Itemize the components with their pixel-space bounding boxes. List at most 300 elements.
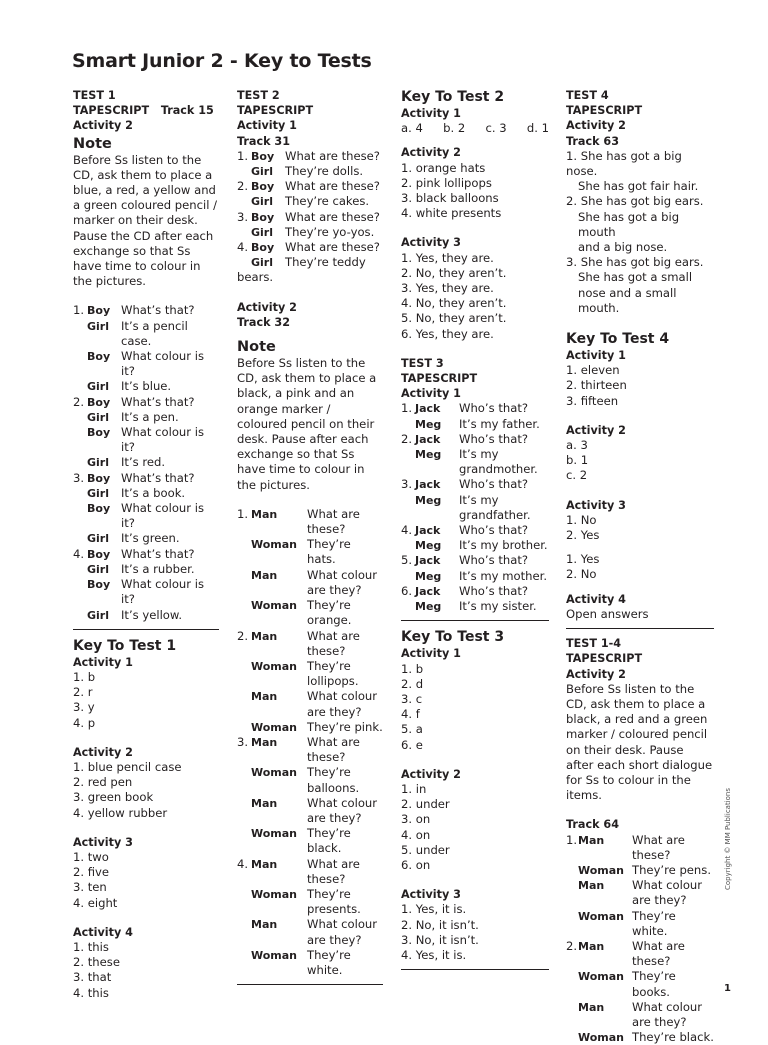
list-item: 1. b: [73, 669, 96, 684]
tapescript-heading: TAPESCRIPT: [566, 104, 643, 118]
dialogue-continuation: bears.: [237, 270, 274, 285]
speaker-label: Boy: [251, 210, 275, 224]
dialogue-line: They’re yo-yos.: [285, 224, 375, 239]
dialogue-number: [237, 568, 251, 598]
speaker-label: Boy: [87, 502, 111, 516]
dialogue-line: What are these?: [307, 734, 360, 765]
list-item: 2. r: [73, 685, 93, 700]
list-item: 4. Yes, it is.: [401, 947, 467, 962]
list-item: 3. green book: [73, 790, 154, 805]
track-heading: Track 64: [566, 818, 620, 832]
speaker-label: Girl: [251, 256, 273, 270]
activity-heading: Activity 1: [566, 349, 626, 363]
dialogue-number: 3.: [237, 209, 249, 224]
dialogue-line: What are these?: [307, 856, 360, 886]
speaker-label: Jack: [415, 524, 441, 538]
speaker-label: Woman: [251, 720, 298, 734]
dialogue-line: What’s that?: [121, 546, 195, 561]
list-item: 3. c: [401, 691, 423, 706]
list-item: 1. b: [401, 661, 424, 676]
answer-item: c. 3: [485, 121, 507, 136]
dialogue-number: [73, 379, 87, 394]
dialogue-line: They’re teddy: [285, 255, 366, 270]
speaker-label: Boy: [87, 471, 111, 485]
divider: [401, 620, 549, 621]
speaker-label: Man: [578, 939, 605, 953]
answer-list: [401, 662, 549, 753]
divider: [401, 969, 549, 970]
dialogue-number: [73, 562, 87, 577]
dialogue-line: They’re balloons.: [307, 765, 360, 795]
note-heading: Note: [73, 135, 112, 152]
list-item: 4. yellow rubber: [73, 805, 168, 820]
dialogue-line: What colour are they?: [307, 917, 378, 947]
list-item: 6. on: [401, 857, 431, 872]
sentence-continuation: She has got fair hair.: [578, 179, 699, 194]
speaker-label: Woman: [251, 948, 298, 962]
dialogue-number: [566, 1030, 578, 1045]
dialogue-number: [401, 493, 415, 523]
dialogue-line: What colour are they?: [307, 567, 378, 597]
dialogue-number: 5.: [401, 553, 413, 568]
answer-item: a. 4: [401, 121, 423, 136]
list-item: a. 3: [566, 438, 588, 453]
answer-text: Open answers: [566, 606, 649, 621]
dialogue-number: [73, 425, 87, 455]
list-item: 1. in: [401, 781, 427, 796]
speaker-label: Meg: [415, 539, 442, 553]
activity-heading: Activity 2: [401, 146, 461, 160]
speaker-label: Woman: [251, 659, 298, 673]
speaker-label: Man: [251, 568, 278, 582]
list-item: 2. No, they aren’t.: [401, 265, 507, 280]
dialogue-number: 4.: [237, 240, 249, 255]
dialogue-line: They’re hats.: [307, 537, 351, 567]
list-item: 4. No, they aren’t.: [401, 296, 507, 311]
list-item: 1. this: [73, 939, 109, 954]
list-item: 2. No, it isn’t.: [401, 917, 479, 932]
activity-heading: Activity 1: [237, 119, 297, 133]
dialogue-test-3: [401, 401, 549, 614]
activity-heading: Activity 2: [237, 300, 297, 314]
dialogue-number: [73, 455, 87, 470]
speaker-label: Man: [578, 1000, 605, 1014]
activity-heading: Activity 4: [73, 925, 133, 939]
dialogue-number: [401, 569, 415, 584]
key-test-1-heading: Key To Test 1: [73, 637, 177, 654]
divider: [566, 628, 714, 629]
dialogue-number: 4.: [401, 523, 413, 538]
dialogue-test-2a: [237, 149, 383, 271]
activity-heading: Activity 3: [401, 236, 461, 250]
speaker-label: Man: [251, 918, 278, 932]
test-1-heading: TEST 1: [73, 89, 116, 102]
list-item: 2. red pen: [73, 775, 133, 790]
dialogue-line: They’re black.: [307, 826, 351, 856]
dialogue-number: [237, 796, 251, 826]
speaker-label: Girl: [87, 562, 109, 576]
speaker-label: Boy: [87, 578, 111, 592]
test-1-4-heading: TEST 1-4: [566, 637, 622, 651]
list-item: 3. ten: [73, 880, 107, 895]
speaker-label: Man: [251, 690, 278, 704]
list-item: 3. y: [73, 700, 95, 715]
dialogue-line: What’s that?: [121, 470, 195, 485]
speaker-label: Meg: [415, 417, 442, 431]
dialogue-line: What colour is it?: [121, 577, 204, 607]
tapescript-heading: TAPESCRIPT: [237, 104, 314, 118]
speaker-label: Jack: [415, 478, 441, 492]
dialogue-line: They’re pens.: [632, 862, 712, 877]
dialogue-number: [237, 887, 251, 917]
dialogue-number: [237, 225, 251, 240]
track-heading: Track 63: [566, 134, 620, 148]
speaker-label: Girl: [87, 410, 109, 424]
dialogue-number: [237, 598, 251, 628]
dialogue-line: They’re pink.: [307, 719, 383, 734]
dialogue-test-2b: [237, 507, 383, 978]
dialogue-line: It’s my grandmother.: [459, 447, 538, 477]
tapescript-heading: TAPESCRIPT: [566, 652, 643, 666]
dialogue-number: [237, 164, 251, 179]
list-item: 2. Yes: [566, 528, 600, 543]
dialogue-number: [237, 689, 251, 719]
speaker-label: Woman: [251, 827, 298, 841]
answer-list: [73, 850, 219, 911]
list-item: 3. No, it isn’t.: [401, 932, 479, 947]
answer-list: [73, 760, 219, 821]
tapescript-heading: TAPESCRIPT: [401, 372, 478, 386]
track-heading: Track 31: [237, 134, 291, 148]
sentence-list: [566, 149, 714, 316]
activity-heading: Activity 4: [566, 592, 626, 606]
dialogue-number: [73, 486, 87, 501]
list-item: 2. pink lollipops: [401, 175, 492, 190]
dialogue-number: [73, 531, 87, 546]
dialogue-line: What are these?: [285, 148, 380, 163]
speaker-label: Meg: [415, 569, 442, 583]
speaker-label: Man: [251, 735, 278, 749]
speaker-label: Jack: [415, 554, 441, 568]
speaker-label: Woman: [251, 538, 298, 552]
list-item: 1. blue pencil case: [73, 759, 182, 774]
answer-list: [566, 363, 714, 409]
dialogue-line: Who’s that?: [459, 523, 529, 538]
list-item: 3. that: [73, 970, 112, 985]
speaker-label: Man: [578, 833, 605, 847]
dialogue-number: [237, 255, 251, 270]
speaker-label: Jack: [415, 584, 441, 598]
sentence-continuation: She has got a big mouth: [578, 209, 680, 239]
dialogue-line: It’s a pen.: [121, 409, 179, 424]
test-4-heading: TEST 4: [566, 89, 609, 102]
activity-heading: Activity 1: [73, 655, 133, 669]
speaker-label: Girl: [87, 456, 109, 470]
speaker-label: Man: [578, 879, 605, 893]
activity-heading: Activity 1: [401, 107, 461, 120]
list-item: 2. these: [73, 955, 120, 970]
dialogue-number: [566, 909, 578, 939]
dialogue-line: They’re dolls.: [285, 164, 364, 179]
list-item: 2. No: [566, 567, 597, 582]
dialogue-number: [237, 826, 251, 856]
answer-list: [401, 161, 549, 222]
dialogue-number: 2.: [401, 431, 413, 446]
speaker-label: Man: [251, 629, 278, 643]
dialogue-number: [73, 319, 87, 349]
dialogue-line: It’s my brother.: [459, 538, 548, 553]
activity-heading: Activity 2: [73, 119, 133, 133]
dialogue-line: What colour are they?: [632, 878, 703, 908]
dialogue-number: [401, 447, 415, 477]
activity-heading: Activity 2: [566, 667, 626, 681]
sentence-continuation: nose and a small: [578, 285, 677, 300]
list-item: 1. Yes: [566, 552, 600, 567]
dialogue-line: It’s my mother.: [459, 568, 548, 583]
dialogue-test-1: [73, 303, 219, 622]
list-item: 1. Yes, it is.: [401, 902, 467, 917]
list-item: b. 1: [566, 453, 589, 468]
speaker-label: Woman: [251, 599, 298, 613]
speaker-label: Meg: [415, 493, 442, 507]
dialogue-number: [237, 720, 251, 735]
activity-heading: Activity 3: [401, 888, 461, 902]
dialogue-line: What colour is it?: [121, 349, 204, 379]
dialogue-number: 2.: [73, 394, 85, 409]
dialogue-line: What are these?: [285, 179, 380, 194]
list-item: c. 2: [566, 468, 588, 483]
dialogue-line: They’re white.: [307, 947, 351, 977]
column-1: [73, 88, 219, 1001]
dialogue-number: 2.: [237, 179, 249, 194]
answer-item: b. 2: [443, 121, 466, 136]
speaker-label: Boy: [87, 426, 111, 440]
speaker-label: Girl: [251, 225, 273, 239]
dialogue-number: [73, 501, 87, 531]
speaker-label: Boy: [251, 180, 275, 194]
dialogue-number: [401, 417, 415, 432]
dialogue-number: [566, 878, 578, 908]
page-number: 1: [724, 983, 731, 994]
dialogue-number: 4.: [237, 856, 249, 871]
sentence-item: 1. She has got a big nose.: [566, 148, 682, 179]
activity-heading: Activity 3: [73, 835, 133, 849]
dialogue-number: 3.: [401, 477, 413, 492]
activity-heading: Activity 1: [401, 387, 461, 401]
activity-heading: Activity 3: [566, 498, 626, 512]
speaker-label: Meg: [415, 448, 442, 462]
dialogue-number: 2.: [566, 938, 578, 953]
tapescript-heading: TAPESCRIPT Track 15: [73, 104, 214, 118]
dialogue-number: [73, 410, 87, 425]
list-item: 4. on: [401, 827, 431, 842]
list-item: 4. p: [73, 715, 96, 730]
dialogue-line: They’re orange.: [307, 598, 352, 628]
instruction-text: Before Ss listen to the CD, ask them to place a black, a red and a green marker / coloured pencil on their desk. Pause after each short dialogue for Ss to colour in the items.: [566, 681, 713, 803]
dialogue-line: What colour are they?: [307, 795, 378, 825]
speaker-label: Boy: [251, 241, 275, 255]
dialogue-line: They’re cakes.: [285, 194, 370, 209]
dialogue-line: Who’s that?: [459, 583, 529, 598]
speaker-label: Girl: [87, 380, 109, 394]
activity-heading: Activity 2: [401, 767, 461, 781]
list-item: 3. fifteen: [566, 393, 619, 408]
speaker-label: Woman: [251, 766, 298, 780]
list-item: 4. f: [401, 707, 420, 722]
answer-list: [73, 940, 219, 1001]
dialogue-number: [237, 659, 251, 689]
dialogue-line: It’s green.: [121, 531, 180, 546]
dialogue-number: [73, 349, 87, 379]
dialogue-number: [401, 599, 415, 614]
dialogue-number: 3.: [73, 470, 85, 485]
speaker-label: Girl: [251, 165, 273, 179]
column-2: [237, 88, 383, 992]
sentence-item: 3. She has got big ears.: [566, 255, 704, 270]
dialogue-number: [237, 194, 251, 209]
copyright-notice: Copyright © MM Publications: [724, 787, 732, 890]
speaker-label: Woman: [578, 863, 625, 877]
dialogue-number: 1.: [401, 401, 413, 416]
speaker-label: Girl: [251, 195, 273, 209]
dialogue-number: [566, 969, 578, 999]
dialogue-line: They’re black.: [632, 1030, 714, 1045]
list-item: 5. a: [401, 722, 423, 737]
list-item: 5. No, they aren’t.: [401, 311, 507, 326]
note-text: Before Ss listen to the CD, ask them to place a black, a pink and an orange marker / coloured pencil on their desk. Pause after each exchange so that Ss have time to colour in the pictures.: [237, 356, 377, 492]
dialogue-line: It’s a pencil case.: [121, 318, 188, 348]
list-item: 3. Yes, they are.: [401, 281, 494, 296]
speaker-label: Boy: [87, 547, 111, 561]
dialogue-number: 1.: [566, 832, 578, 847]
dialogue-line: What’s that?: [121, 303, 195, 318]
key-test-2-heading: Key To Test 2: [401, 89, 505, 105]
list-item: 3. on: [401, 812, 431, 827]
dialogue-number: 6.: [401, 583, 413, 598]
list-item: 4. eight: [73, 895, 118, 910]
dialogue-line: They’re books.: [632, 969, 676, 999]
list-item: 2. five: [73, 865, 110, 880]
speaker-label: Woman: [578, 970, 625, 984]
speaker-label: Man: [251, 796, 278, 810]
dialogue-number: [401, 538, 415, 553]
note-text: Before Ss listen to the CD, ask them to place a blue, a red, a yellow and a green coloured pencil / marker on their desk. Pause the CD after each exchange so that Ss have time to colour in the pictures.: [73, 152, 218, 289]
answer-list: [73, 670, 219, 731]
dialogue-line: What are these?: [632, 832, 685, 862]
list-item: 1. eleven: [566, 363, 620, 378]
dialogue-line: What are these?: [307, 628, 360, 658]
speaker-label: Woman: [578, 1031, 625, 1045]
dialogue-line: Who’s that?: [459, 477, 529, 492]
list-item: 2. thirteen: [566, 378, 627, 393]
speaker-label: Boy: [87, 350, 111, 364]
dialogue-line: What colour is it?: [121, 425, 204, 455]
dialogue-line: It’s a book.: [121, 485, 186, 500]
answer-list: [566, 513, 714, 543]
dialogue-line: They’re lollipops.: [307, 658, 359, 689]
dialogue-number: [73, 608, 87, 623]
dialogue-number: 3.: [237, 734, 249, 749]
dialogue-line: What’s that?: [121, 394, 195, 409]
speaker-label: Girl: [87, 319, 109, 333]
dialogue-line: What are these?: [285, 240, 380, 255]
speaker-label: Girl: [87, 486, 109, 500]
dialogue-number: [566, 863, 578, 878]
speaker-label: Jack: [415, 432, 441, 446]
sentence-continuation: She has got a small: [578, 270, 693, 285]
dialogue-number: [237, 765, 251, 795]
dialogue-line: What are these?: [285, 209, 380, 224]
answer-list: [566, 552, 714, 582]
dialogue-line: Who’s that?: [459, 401, 529, 416]
dialogue-number: 2.: [237, 628, 249, 643]
dialogue-line: Who’s that?: [459, 553, 529, 568]
dialogue-line: It’s my sister.: [459, 599, 537, 614]
dialogue-number: 1.: [237, 148, 249, 163]
speaker-label: Woman: [578, 909, 625, 923]
activity-heading: Activity 1: [401, 647, 461, 661]
list-item: 4. this: [73, 985, 109, 1000]
speaker-label: Jack: [415, 402, 441, 416]
answer-list: [566, 438, 714, 484]
dialogue-line: It’s a rubber.: [121, 561, 195, 576]
dialogue-line: What colour are they?: [307, 689, 378, 719]
speaker-label: Girl: [87, 532, 109, 546]
speaker-label: Woman: [251, 887, 298, 901]
list-item: 3. black balloons: [401, 191, 499, 206]
speaker-label: Girl: [87, 608, 109, 622]
note-heading: Note: [237, 339, 276, 356]
list-item: 2. d: [401, 676, 424, 691]
answer-list: [401, 782, 549, 873]
list-item: 4. white presents: [401, 206, 502, 221]
answer-row: [401, 121, 549, 136]
page-title: Smart Junior 2 - Key to Tests: [72, 50, 372, 72]
dialogue-line: It’s my father.: [459, 416, 540, 431]
dialogue-line: It’s my grandfather.: [459, 492, 531, 522]
dialogue-number: 4.: [73, 546, 85, 561]
divider: [73, 629, 219, 630]
list-item: 6. e: [401, 737, 423, 752]
dialogue-line: They’re white.: [632, 908, 676, 938]
divider: [237, 984, 383, 985]
activity-heading: Activity 2: [566, 423, 626, 437]
dialogue-number: [237, 948, 251, 978]
speaker-label: Boy: [87, 304, 111, 318]
dialogue-line: What colour are they?: [632, 999, 703, 1029]
dialogue-number: [73, 577, 87, 607]
list-item: 1. Yes, they are.: [401, 250, 494, 265]
dialogue-test-1-4: [566, 833, 714, 1045]
key-test-4-heading: Key To Test 4: [566, 331, 670, 348]
list-item: 1. two: [73, 849, 109, 864]
dialogue-line: What are these?: [632, 938, 685, 969]
activity-heading: Activity 2: [73, 745, 133, 759]
list-item: 5. under: [401, 842, 450, 857]
list-item: 2. under: [401, 797, 450, 812]
test-2-heading: TEST 2: [237, 89, 280, 102]
dialogue-number: 1.: [237, 506, 249, 521]
dialogue-line: It’s red.: [121, 455, 166, 470]
sentence-item: 2. She has got big ears.: [566, 194, 704, 209]
test-3-heading: TEST 3: [401, 356, 444, 370]
answer-list: [401, 251, 549, 342]
dialogue-number: [566, 1000, 578, 1030]
column-4: [566, 88, 714, 1045]
key-test-3-heading: Key To Test 3: [401, 629, 505, 646]
speaker-label: Man: [251, 507, 278, 521]
answer-item: d. 1: [526, 121, 549, 136]
